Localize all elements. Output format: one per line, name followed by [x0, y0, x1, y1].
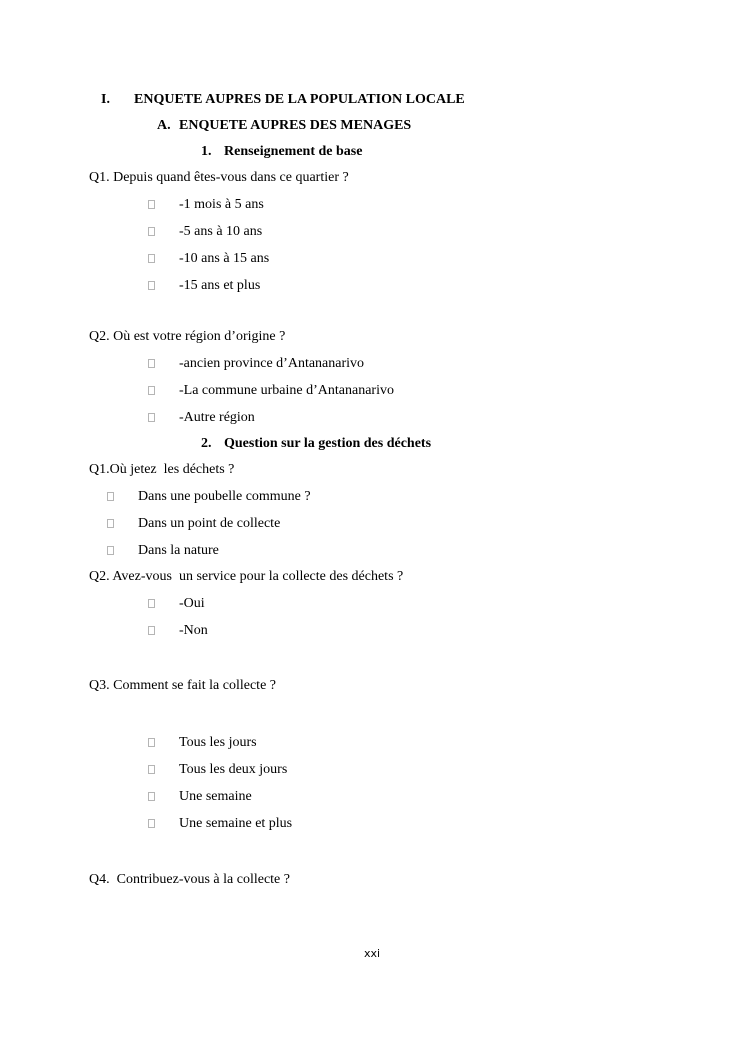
subsection-title: ENQUETE AUPRES DES MENAGES [179, 118, 412, 133]
question-g2-service: Q2. Avez-vous un service pour la collecte des déchets ? [89, 569, 404, 584]
checkbox[interactable] [107, 492, 114, 501]
option-label: -ancien province d’Antananarivo [179, 356, 365, 371]
option-label: -Oui [179, 596, 205, 611]
section-title: ENQUETE AUPRES DE LA POPULATION LOCALE [134, 92, 465, 107]
checkbox[interactable] [148, 227, 155, 236]
option-label: -Non [179, 623, 208, 638]
question-g4-contribution: Q4. Contribuez-vous à la collecte ? [89, 872, 290, 887]
option-label: -1 mois à 5 ans [179, 197, 264, 212]
option-label: Dans la nature [138, 543, 219, 558]
checkbox[interactable] [148, 738, 155, 747]
checkbox[interactable] [148, 765, 155, 774]
option-label: -Autre région [179, 410, 255, 425]
checkbox[interactable] [107, 546, 114, 555]
page-number: xxi [364, 947, 381, 960]
checkbox[interactable] [148, 626, 155, 635]
option-label: -5 ans à 10 ans [179, 224, 263, 239]
checkbox[interactable] [148, 359, 155, 368]
section-number: I. [101, 92, 110, 107]
question-g1-disposal: Q1.Où jetez les déchets ? [89, 462, 235, 477]
question-q2-origin: Q2. Où est votre région d’origine ? [89, 329, 286, 344]
checkbox[interactable] [148, 200, 155, 209]
heading-number-2: 2. [201, 436, 212, 451]
checkbox[interactable] [148, 281, 155, 290]
checkbox[interactable] [148, 792, 155, 801]
option-label: Une semaine et plus [179, 816, 293, 831]
subsection-letter: A. [157, 118, 171, 133]
option-label: Tous les jours [179, 735, 257, 750]
checkbox[interactable] [107, 519, 114, 528]
option-label: Dans une poubelle commune ? [138, 489, 311, 504]
question-q1-duration: Q1. Depuis quand êtes-vous dans ce quartier ? [89, 170, 349, 185]
option-label: Dans un point de collecte [138, 516, 281, 531]
checkbox[interactable] [148, 599, 155, 608]
checkbox[interactable] [148, 254, 155, 263]
option-label: Une semaine [179, 789, 252, 804]
option-label: -La commune urbaine d’Antananarivo [179, 383, 394, 398]
checkbox[interactable] [148, 386, 155, 395]
checkbox[interactable] [148, 413, 155, 422]
heading-number-1: 1. [201, 144, 212, 159]
checkbox[interactable] [148, 819, 155, 828]
heading-waste-management: Question sur la gestion des déchets [224, 436, 432, 451]
option-label: -15 ans et plus [179, 278, 261, 293]
option-label: -10 ans à 15 ans [179, 251, 270, 266]
heading-renseignement: Renseignement de base [224, 144, 363, 159]
question-g3-frequency: Q3. Comment se fait la collecte ? [89, 678, 276, 693]
option-label: Tous les deux jours [179, 762, 288, 777]
